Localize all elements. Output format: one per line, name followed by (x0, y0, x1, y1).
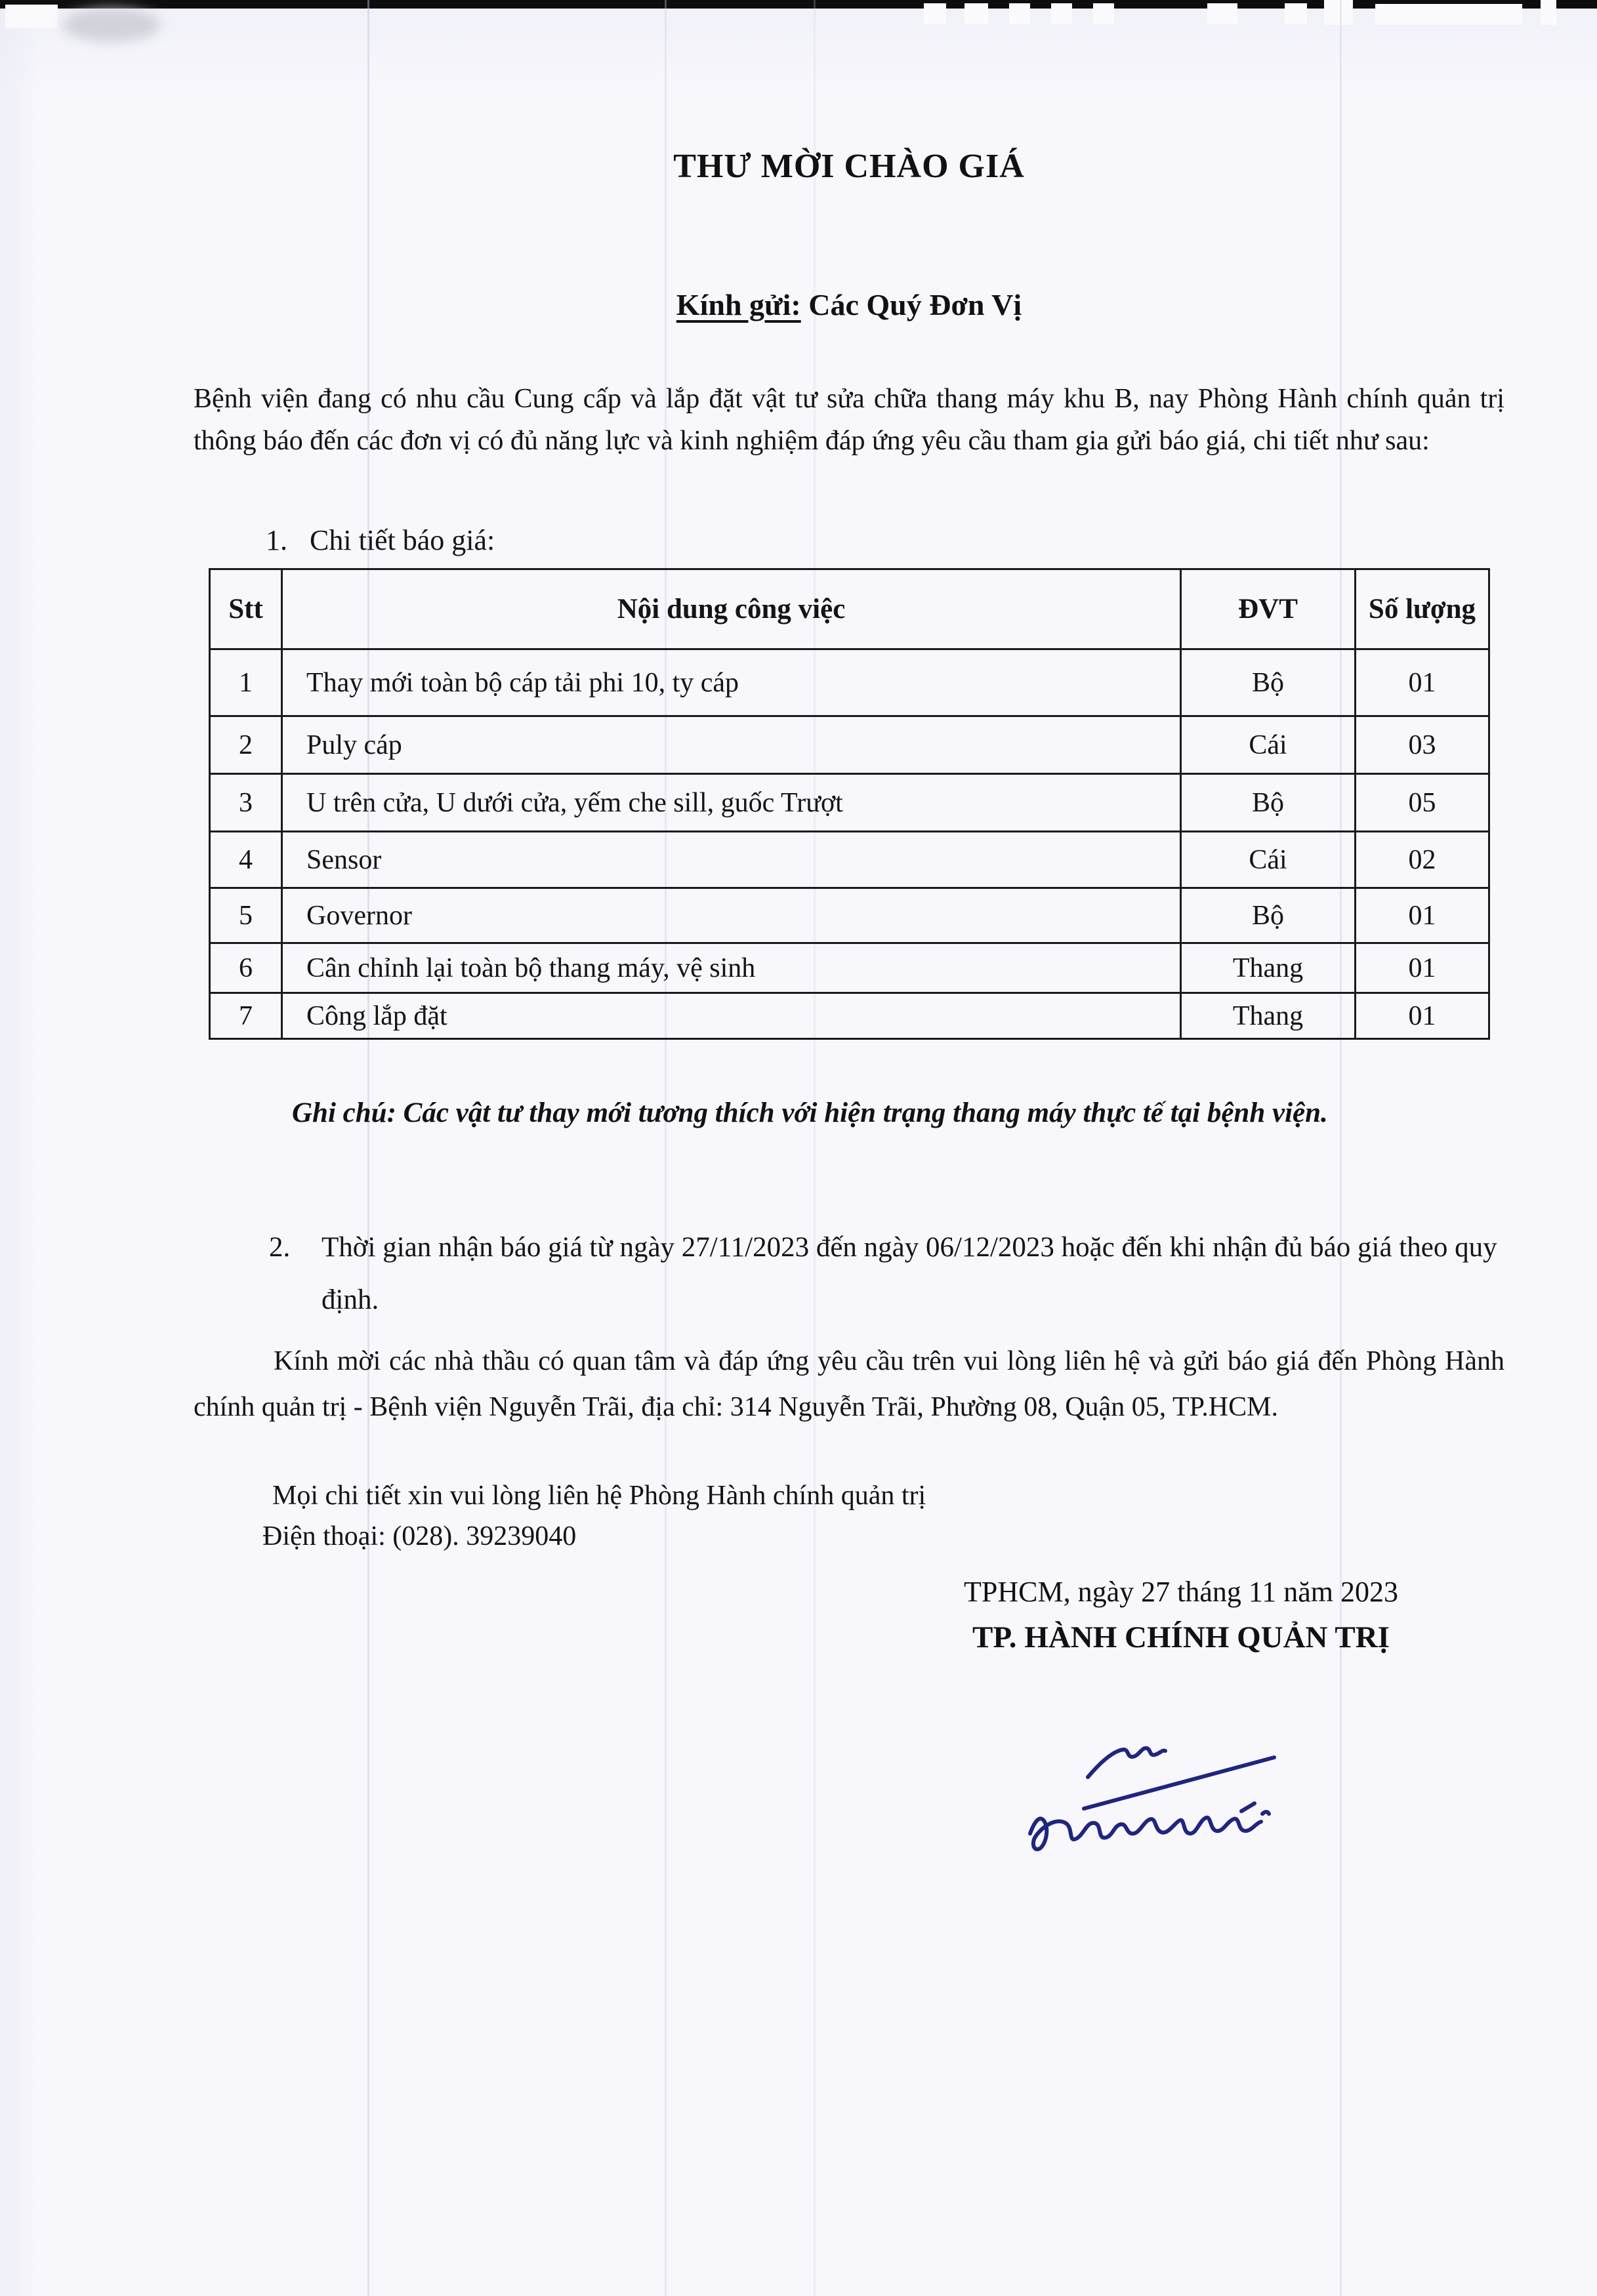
scan-notch (964, 3, 988, 24)
table-row (210, 716, 1489, 774)
scan-notch (1051, 3, 1072, 24)
section1-number: 1. (266, 524, 287, 556)
cell-content: U trên cửa, U dưới cửa, yếm che sill, guốc Trượt (282, 774, 1181, 832)
scan-notch (1541, 0, 1556, 25)
scan-notch (1093, 3, 1114, 24)
table-row (210, 993, 1489, 1039)
scan-corner-patch (5, 5, 58, 28)
cell-qty: 01 (1356, 993, 1489, 1039)
cell-content: Governor (282, 888, 1181, 943)
quote-table (209, 568, 1490, 1040)
table-row (210, 774, 1489, 832)
scan-streak (1340, 0, 1342, 2296)
cell-qty: 01 (1356, 888, 1489, 943)
intro-paragraph: Bệnh viện đang có nhu cầu Cung cấp và lắp đặt vật tư sửa chữa thang máy khu B, nay Phòng Hành chính quản trị thông báo đến các đơn vị có đủ năng lực và kinh nghiệm đáp ứng yêu cầu tham gia gửi báo giá, chi tiết như sau: (194, 384, 1504, 456)
scan-streak (665, 0, 667, 2296)
cell-dvt: Bộ (1181, 649, 1356, 716)
cell-dvt: Cái (1181, 716, 1356, 774)
table-row (210, 888, 1489, 943)
table-header-row (210, 569, 1489, 649)
cell-qty: 05 (1356, 774, 1489, 832)
cell-stt: 4 (210, 832, 282, 888)
closing-paragraph: Kính mời các nhà thầu có quan tâm và đáp ứng yêu cầu trên vui lòng liên hệ và gửi báo giá đến Phòng Hành chính quản trị - Bệnh viện Nguyễn Trãi, địa chỉ: 314 Nguyễn Trãi, Phường 08, Quận 05, TP.HCM. (194, 1346, 1504, 1422)
cell-qty: 02 (1356, 832, 1489, 888)
contact-line: Mọi chi tiết xin vui lòng liên hệ Phòng Hành chính quản trị (272, 1481, 926, 1511)
section2-number: 2. (269, 1232, 291, 1263)
cell-stt: 7 (210, 993, 282, 1039)
scan-notch (1009, 3, 1030, 24)
header-dvt: ĐVT (1181, 569, 1356, 649)
note-text: Các vật tư thay mới tương thích với hiện trạng thang máy thực tế tại bệnh viện. (396, 1097, 1328, 1128)
cell-stt: 3 (210, 774, 282, 832)
note-label: Ghi chú: (292, 1097, 396, 1128)
table-row (210, 943, 1489, 993)
cell-qty: 01 (1356, 943, 1489, 993)
cell-qty: 03 (1356, 716, 1489, 774)
date-line: TPHCM, ngày 27 tháng 11 năm 2023 (964, 1576, 1398, 1608)
note-paragraph (194, 1092, 1504, 1135)
section1-heading (266, 523, 495, 557)
scan-notch (1207, 3, 1237, 24)
cell-content: Công lắp đặt (282, 993, 1181, 1039)
scan-notch (1285, 3, 1307, 24)
signature-block (891, 1570, 1471, 1661)
cell-dvt: Cái (1181, 832, 1356, 888)
scan-notch (924, 3, 946, 24)
cell-qty: 01 (1356, 649, 1489, 716)
header-content: Nội dung công việc (282, 569, 1181, 649)
cell-dvt: Bộ (1181, 888, 1356, 943)
table-row (210, 832, 1489, 888)
department-title: TP. HÀNH CHÍNH QUẢN TRỊ (972, 1620, 1390, 1654)
cell-stt: 1 (210, 649, 282, 716)
scan-edge-bar (0, 0, 1597, 9)
cell-content: Puly cáp (282, 716, 1181, 774)
cell-stt: 6 (210, 943, 282, 993)
handwritten-signature (1010, 1735, 1299, 1879)
table-row (210, 649, 1489, 716)
salutation-label: Kính gửi: (676, 288, 801, 321)
scan-notch (1324, 0, 1353, 25)
cell-dvt: Bộ (1181, 774, 1356, 832)
scan-notch (1375, 4, 1522, 25)
cell-content: Thay mới toàn bộ cáp tải phi 10, ty cáp (282, 649, 1181, 716)
section2-text: Thời gian nhận báo giá từ ngày 27/11/2023 đến ngày 06/12/2023 hoặc đến khi nhận đủ báo giá theo quy định. (321, 1232, 1497, 1315)
header-stt: Stt (210, 569, 282, 649)
cell-content: Cân chỉnh lại toàn bộ thang máy, vệ sinh (282, 943, 1181, 993)
scan-streak (367, 0, 369, 2296)
scan-streak (814, 0, 816, 2296)
section2-paragraph (269, 1221, 1503, 1326)
header-qty: Số lượng (1356, 569, 1489, 649)
section1-title: Chi tiết báo giá: (310, 524, 495, 556)
salutation-recipient: Các Quý Đơn Vị (808, 288, 1022, 321)
cell-dvt: Thang (1181, 943, 1356, 993)
cell-stt: 2 (210, 716, 282, 774)
phone-line: Điện thoại: (028). 39239040 (262, 1521, 577, 1551)
salutation-line (194, 287, 1504, 322)
document-title: THƯ MỜI CHÀO GIÁ (673, 148, 1025, 185)
cell-stt: 5 (210, 888, 282, 943)
scan-shadow-blob (62, 8, 161, 42)
cell-content: Sensor (282, 832, 1181, 888)
cell-dvt: Thang (1181, 993, 1356, 1039)
